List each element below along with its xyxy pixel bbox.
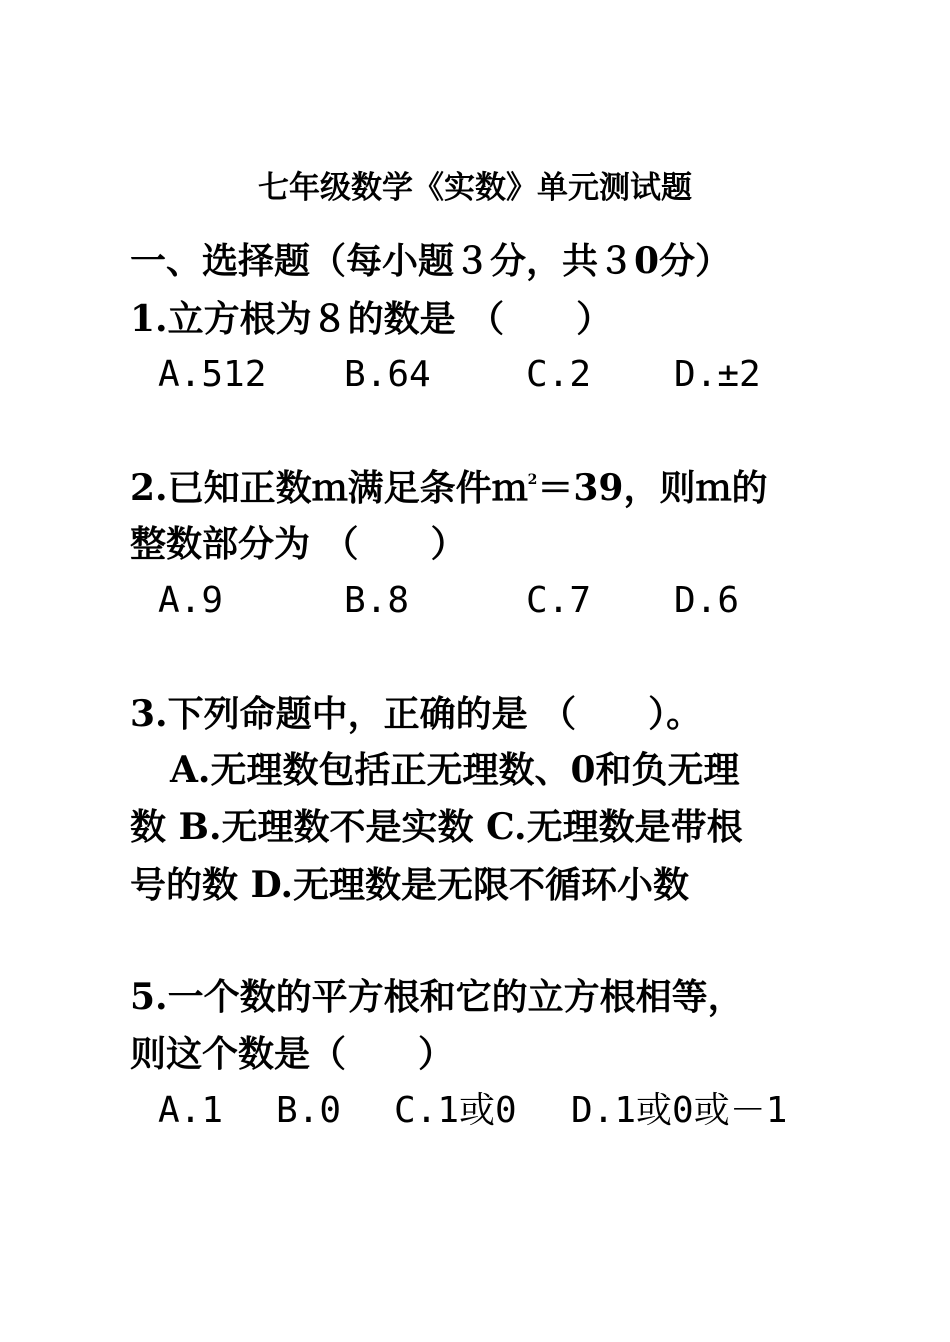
question-1-option-c: C.2: [526, 354, 592, 395]
question-2-stem: [130, 459, 767, 517]
question-2-stem-part2: ＝39，则ｍ的: [537, 467, 768, 509]
question-5-option-c: C.1或0: [394, 1090, 517, 1131]
question-2-exponent: 2: [527, 472, 538, 488]
question-1-option-a: A.512: [158, 354, 267, 395]
question-2-option-a: A.9: [158, 580, 224, 621]
question-1-stem: 1.立方根为８的数是 （ ）: [130, 298, 613, 340]
question-2-stem-part1: 2.已知正数ｍ满足条件ｍ: [130, 467, 528, 509]
question-5-option-a: A.1: [158, 1090, 224, 1131]
question-2-stem-line2: 整数部分为 （ ）: [130, 523, 467, 565]
question-1-option-d: D.±2: [674, 354, 761, 395]
question-3-line3: 数 B.无理数不是实数 C.无理数是带根: [130, 806, 743, 848]
question-2-option-c: C.7: [526, 580, 592, 621]
question-1-option-b: B.64: [344, 354, 431, 395]
question-5-option-b: B.0: [276, 1090, 342, 1131]
question-5-option-d: D.1或0或－1: [571, 1090, 788, 1131]
question-5-stem-line2: 则这个数是（ ）: [130, 1033, 455, 1075]
question-3-line2: A.无理数包括正无理数、0和负无理: [170, 749, 740, 791]
question-5-stem: 5.一个数的平方根和它的立方根相等，: [130, 976, 744, 1018]
question-3-line4: 号的数 D.无理数是无限不循环小数: [130, 864, 690, 906]
question-3-stem: 3.下列命题中，正确的是 （ ）。: [130, 693, 703, 735]
question-2-option-d: D.6: [674, 580, 740, 621]
section-heading: 一、选择题（每小题３分，共３0分）: [130, 240, 732, 282]
question-2-option-b: B.8: [344, 580, 410, 621]
page-title: 七年级数学《实数》单元测试题: [258, 170, 692, 206]
